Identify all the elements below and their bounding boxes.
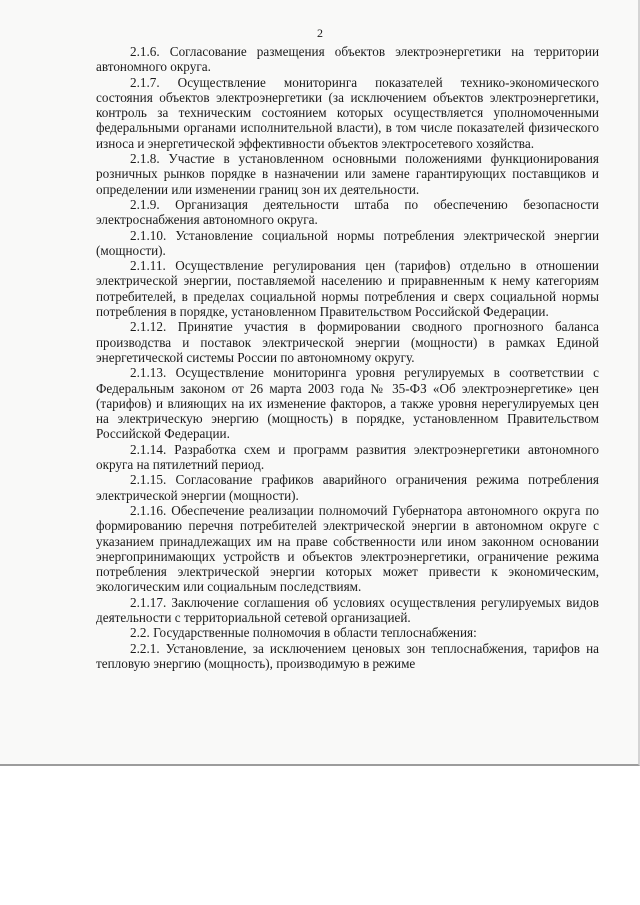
paragraph-2-1-17: 2.1.17. Заключение соглашения об условиях осуществления регулируемых видов деятельности с территориальной сетевой организацией. (96, 594, 599, 625)
paragraph-2-1-12: 2.1.12. Принятие участия в формировании сводного прогнозного баланса производства и поставок электрической энергии (мощности) в рамках Единой энергетической системы России по автономному округу. (96, 319, 599, 365)
section-2-2-heading: 2.2. Государственные полномочия в области теплоснабжения: (130, 625, 477, 641)
paragraph-2-1-16: 2.1.16. Обеспечение реализации полномочий Губернатора автономного округа по формированию перечня потребителей электрической энергии в автономном округе с указанием принадлежащих им на праве собственности или ином законном основании энергопринимающих устройств и объектов электроэнергетики, ограничение режима потребления электрической энергии которых может привести к экономическим, экологическим или социальным последствиям. (96, 502, 599, 595)
paragraph-2-1-11: 2.1.11. Осуществление регулирования цен (тарифов) отдельно в отношении электрической энергии, поставляемой населению и приравненным к нему категориям потребителей, в пределах социальной нормы потребления и сверх социальной нормы потребления в порядке, установленном Правительством Российской Федерации. (96, 258, 599, 320)
document-body (96, 44, 599, 671)
page-number: 2 (317, 26, 323, 40)
paragraph-2-1-13: 2.1.13. Осуществление мониторинга уровня регулируемых в соответствии с Федеральным законом от 26 марта 2003 года № 35-ФЗ «Об электроэнергетике» цен (тарифов) и влияющих на их изменение факторов, а также уровня нерегулируемых цен на электрическую энергию (мощность) в порядке, установленном Правительством Российской Федерации. (96, 365, 599, 442)
paragraph-2-1-14: 2.1.14. Разработка схем и программ развития электроэнергетики автономного округа на пятилетний период. (96, 441, 599, 473)
paragraph-2-1-15: 2.1.15. Согласование графиков аварийного ограничения режима потребления электрической энергии (мощности). (96, 472, 599, 503)
paragraph-2-1-9: 2.1.9. Организация деятельности штаба по обеспечению безопасности электроснабжения автономного округа. (96, 196, 599, 228)
paragraph-2-2-1: 2.2.1. Установление, за исключением ценовых зон теплоснабжения, тарифов на тепловую энергию (мощность), производимую в режиме (96, 640, 599, 671)
paragraph-2-1-7: 2.1.7. Осуществление мониторинга показателей технико-экономического состояния объектов электроэнергетики (за исключением объектов электроэнергетики, контроль за техническим состоянием которых осуществляется уполномоченными федеральными органами исполнительной власти), в том числе показателей физического износа и энергетической эффективности объектов электросетевого хозяйства. (96, 74, 599, 151)
paragraph-2-1-6: 2.1.6. Согласование размещения объектов электроэнергетики на территории автономного округа. (96, 44, 599, 75)
paragraph-2-1-8: 2.1.8. Участие в установленном основными положениями функционирования розничных рынков порядке в назначении или замене гарантирующих поставщиков и определении или изменении границ зон их деятельности. (96, 151, 599, 197)
paragraph-2-1-10: 2.1.10. Установление социальной нормы потребления электрической энергии (мощности). (96, 227, 599, 258)
